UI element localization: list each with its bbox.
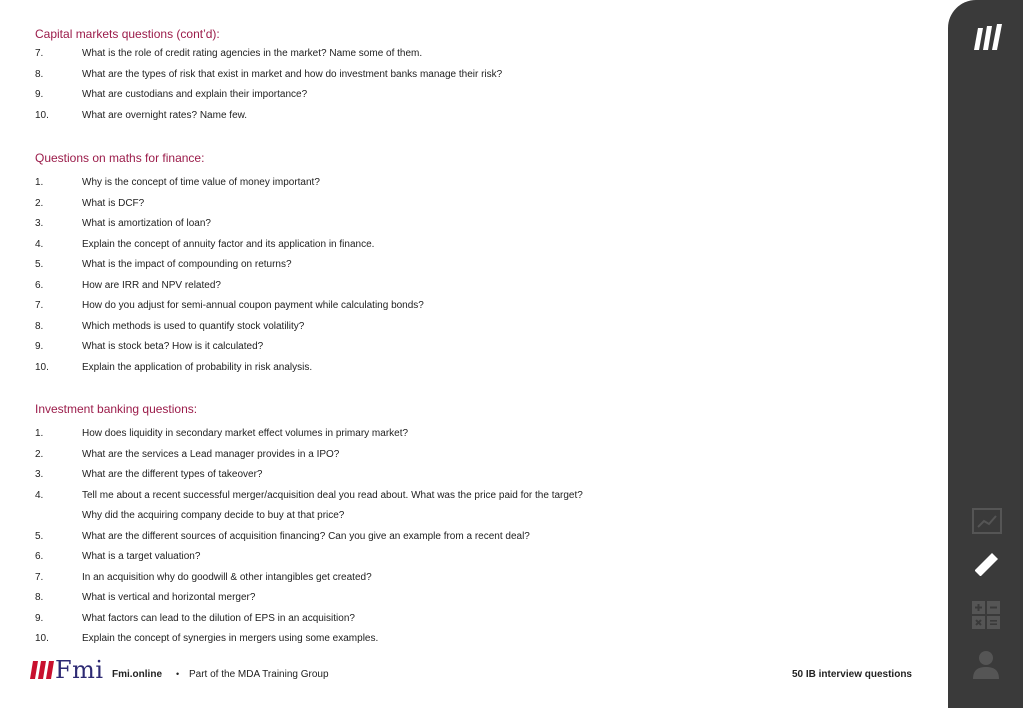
footer-brand: Fmi.online [112, 669, 162, 680]
question-number: 1. [35, 177, 44, 188]
question-number: 8. [35, 68, 44, 80]
question-text: Which methods is used to quantify stock volatility? [82, 320, 305, 332]
question-number: 6. [35, 551, 44, 562]
question-number: 7. [35, 300, 44, 311]
user-icon[interactable] [972, 650, 1000, 680]
question-text: Tell me about a recent successful merger/acquisition deal you read about. What was the price paid for the target? [82, 489, 583, 501]
footer-separator: • [176, 669, 180, 679]
question-text: Explain the application of probability in risk analysis. [82, 361, 313, 373]
question-text: How does liquidity in secondary market effect volumes in primary market? [82, 428, 409, 439]
question-number: 9. [35, 89, 44, 100]
question-number: 8. [35, 592, 44, 603]
question-text: What is the impact of compounding on returns? [82, 259, 292, 270]
question-text: How do you adjust for semi-annual coupon payment while calculating bonds? [82, 300, 424, 311]
question-number: 1. [35, 428, 44, 439]
question-text: What is vertical and horizontal merger? [82, 592, 256, 603]
question-text: What are the different sources of acquisition financing? Can you give an example from a recent deal? [82, 530, 530, 542]
fmi-logo-bars-icon [30, 660, 54, 680]
question-number: 4. [35, 489, 44, 501]
question-number: 10. [35, 109, 49, 121]
question-number: 9. [35, 612, 44, 624]
footer-document-title: 50 IB interview questions [791, 669, 912, 680]
question-number: 7. [35, 48, 44, 59]
footer-group-text: Part of the MDA Training Group [189, 669, 329, 680]
page-footer [0, 656, 948, 692]
question-text: What is DCF? [82, 197, 145, 209]
sidebar [948, 0, 1023, 708]
question-text: Explain the concept of synergies in mergers using some examples. [82, 633, 379, 644]
question-number: 2. [35, 448, 44, 460]
question-text: In an acquisition why do goodwill & other intangibles get created? [82, 571, 372, 583]
fmi-logo-word: Fmi [55, 656, 104, 684]
question-text: What factors can lead to the dilution of EPS in an acquisition? [82, 612, 355, 624]
chart-icon[interactable] [972, 508, 1002, 534]
question-text: What are custodians and explain their importance? [82, 89, 308, 100]
question-number: 4. [35, 238, 44, 250]
section-heading-maths: Questions on maths for finance: [35, 151, 205, 165]
question-number: 5. [35, 259, 44, 270]
logo-stripes-icon[interactable] [972, 24, 1002, 52]
question-number: 9. [35, 341, 44, 352]
question-number: 10. [35, 361, 49, 373]
question-text: Why did the acquiring company decide to buy at that price? [82, 510, 345, 521]
question-number: 5. [35, 530, 44, 542]
question-text: What are the different types of takeover? [82, 469, 263, 480]
pencil-icon[interactable] [972, 551, 1000, 579]
question-number: 3. [35, 469, 44, 480]
question-number: 8. [35, 320, 44, 332]
question-number: 7. [35, 571, 44, 583]
question-number: 3. [35, 218, 44, 229]
question-text: What is amortization of loan? [82, 218, 211, 229]
question-text: What is the role of credit rating agencies in the market? Name some of them. [82, 48, 423, 59]
question-text: What are the types of risk that exist in market and how do investment banks manage their risk? [82, 68, 503, 80]
question-text: Explain the concept of annuity factor and its application in finance. [82, 238, 375, 250]
question-number: 6. [35, 279, 44, 291]
question-text: What are overnight rates? Name few. [82, 109, 248, 121]
question-text: Why is the concept of time value of money important? [82, 177, 320, 188]
question-text: What is a target valuation? [82, 551, 201, 562]
calculator-icon[interactable] [972, 601, 1000, 629]
question-text: How are IRR and NPV related? [82, 279, 221, 291]
section-heading-capital-markets: Capital markets questions (cont’d): [35, 27, 220, 41]
question-text: What is stock beta? How is it calculated? [82, 341, 264, 352]
section-heading-investment-banking: Investment banking questions: [35, 402, 198, 416]
question-number: 2. [35, 197, 44, 209]
question-number: 10. [35, 633, 49, 644]
question-text: What are the services a Lead manager provides in a IPO? [82, 448, 340, 460]
